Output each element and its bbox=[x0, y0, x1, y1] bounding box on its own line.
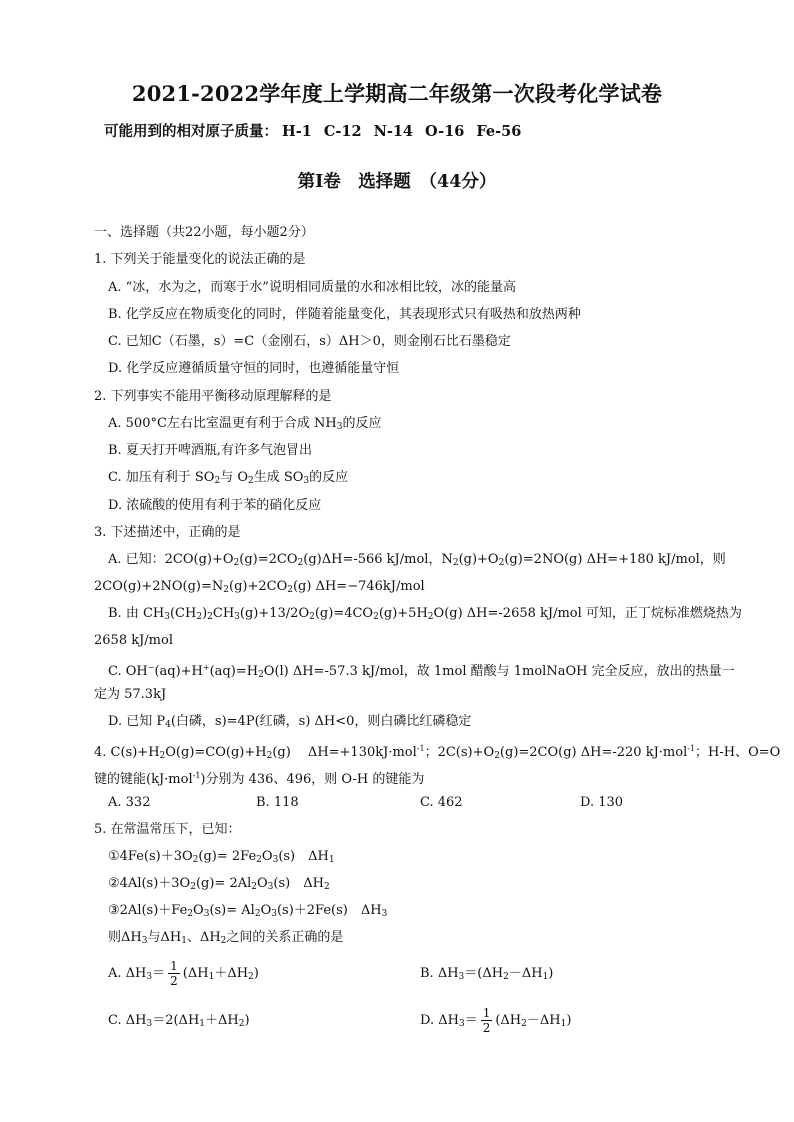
q4-stem: 4. $C(s)+H_2O(g)=CO(g)+H_2(g)$ ΔH=+130kJ·mol$^{-1}$；$2C(s)+O_2(g)=2CO(g)$ ΔH=-220 kJ·mol$^{-1}$；H-H、O=O bbox=[94, 744, 781, 761]
q2-stem: 2. 下列事实不能用平衡移动原理解释的是 bbox=[94, 389, 332, 404]
q1-option-d: D. 化学反应遵循质量守恒的同时，也遵循能量守恒 bbox=[108, 361, 400, 376]
atomic-mass-line bbox=[104, 120, 521, 141]
q5-equation-2: $②4Al(s)+3O_2(g)= 2Al_2O_3(s)$ $\Delta H_2$ bbox=[108, 876, 330, 892]
q2-option-a: A. 500°C左右比室温更有利于合成 $NH_3$的反应 bbox=[108, 416, 382, 432]
atomic-mass-c: C-12 bbox=[323, 123, 362, 140]
q1-option-b: B. 化学反应在物质变化的同时，伴随着能量变化，其表现形式只有吸热和放热两种 bbox=[108, 307, 581, 322]
q4-option-c: C. 462 bbox=[420, 795, 463, 810]
q2-option-b: B. 夏天打开啤酒瓶,有许多气泡冒出 bbox=[108, 443, 312, 458]
atomic-mass-label: 可能用到的相对原子质量： bbox=[104, 123, 278, 140]
q5-option-d: D. $\Delta H_3=$ $\frac{1}{2}$ $(\Delta H_2-\Delta H_1)$ bbox=[420, 1006, 572, 1035]
q3-option-a-continued: $2CO(g)+2NO(g)=N_2(g)+2CO_2(g)$ ΔH=−746kJ/mol bbox=[94, 579, 425, 595]
q3-stem: 3. 下述描述中，正确的是 bbox=[94, 525, 241, 540]
q4-option-b: B. 118 bbox=[256, 795, 299, 810]
q1-stem: 1. 下列关于能量变化的说法正确的是 bbox=[94, 252, 306, 267]
q5-equation-1: $①4Fe(s)+3O_2(g)= 2Fe_2O_3(s)$ $\Delta H_1$ bbox=[108, 849, 335, 865]
q4-stem-continued: 键的键能(kJ·mol$^{-1}$)分别为 436、496，则 O-H 的键能为 bbox=[94, 771, 425, 787]
q3-option-d: D. 已知 $P_4$(白磷，s)=4P(红磷，s) ΔH<0，则白磷比红磷稳定 bbox=[108, 714, 472, 730]
q5-question: 则$\Delta H_3$与$\Delta H_1$、$\Delta H_2$之间的关系正确的是 bbox=[108, 930, 344, 946]
q3-option-c: C. $OH^-(aq)+H^+(aq)=H_2O(l)$ ΔH=-57.3 kJ/mol，故 1mol 醋酸与 1molNaOH 完全反应，放出的热量一 bbox=[108, 663, 735, 680]
q5-option-b: B. $\Delta H_3=(\Delta H_2-\Delta H_1)$ bbox=[420, 966, 554, 982]
atomic-mass-fe: Fe-56 bbox=[476, 123, 522, 140]
q3-option-b: B. 由 $CH_3(CH_2)_2CH_3(g)+13/2O_2(g)=4CO_2(g)+5H_2O(g)$ ΔH=-2658 kJ/mol 可知，正丁烷标准燃烧热为 bbox=[108, 606, 742, 622]
q3-option-b-continued: 2658 kJ/mol bbox=[94, 633, 173, 648]
q5-equation-3: $③2Al(s)+Fe_2O_3(s)= Al_2O_3(s)+2Fe(s)$ $\Delta H_3$ bbox=[108, 903, 388, 919]
atomic-mass-h: H-1 bbox=[282, 123, 312, 140]
q3-option-a: A. 已知：$2CO(g)+O_2(g)=2CO_2(g)\Delta H=-566$ kJ/mol，$N_2(g)+O_2(g)=2NO(g)$ ΔH=+180 kJ/mol，则 bbox=[108, 552, 726, 568]
q5-option-a: A. $\Delta H_3=$ $\frac{1}{2}$ $(\Delta H_1+\Delta H_2)$ bbox=[108, 959, 259, 988]
fraction-one-half: $\frac{1}{2}$ bbox=[482, 1006, 491, 1035]
fraction-one-half: $\frac{1}{2}$ bbox=[170, 959, 178, 988]
q2-option-c: C. 加压有利于 $SO_2$与 $O_2$生成 $SO_3$的反应 bbox=[108, 470, 349, 486]
q4-option-a: A. 332 bbox=[108, 795, 151, 810]
q3-option-c-continued: 定为 57.3kJ bbox=[94, 687, 167, 702]
q4-option-d: D. 130 bbox=[580, 795, 624, 810]
q2-option-d: D. 浓硫酸的使用有利于苯的硝化反应 bbox=[108, 498, 322, 513]
q1-option-c: C. 已知C（石墨，s）=C（金刚石，s）ΔH＞0，则金刚石比石墨稳定 bbox=[108, 334, 511, 349]
section-instruction: 一、选择题（共22小题，每小题2分） bbox=[94, 225, 314, 240]
atomic-mass-n: N-14 bbox=[373, 123, 414, 140]
section-title: 第Ⅰ卷 选择题 （44分） bbox=[297, 172, 497, 192]
q1-option-a: A. “冰，水为之，而寒于水”说明相同质量的水和冰相比较，冰的能量高 bbox=[108, 280, 516, 295]
exam-title: 2021-2022学年度上学期高二年级第一次段考化学试卷 bbox=[131, 81, 663, 106]
atomic-mass-o: O-16 bbox=[425, 123, 465, 140]
q5-option-c: C. $\Delta H_3=2(\Delta H_1+\Delta H_2)$ bbox=[108, 1013, 250, 1029]
q5-stem: 5. 在常温常压下，已知： bbox=[94, 822, 241, 837]
